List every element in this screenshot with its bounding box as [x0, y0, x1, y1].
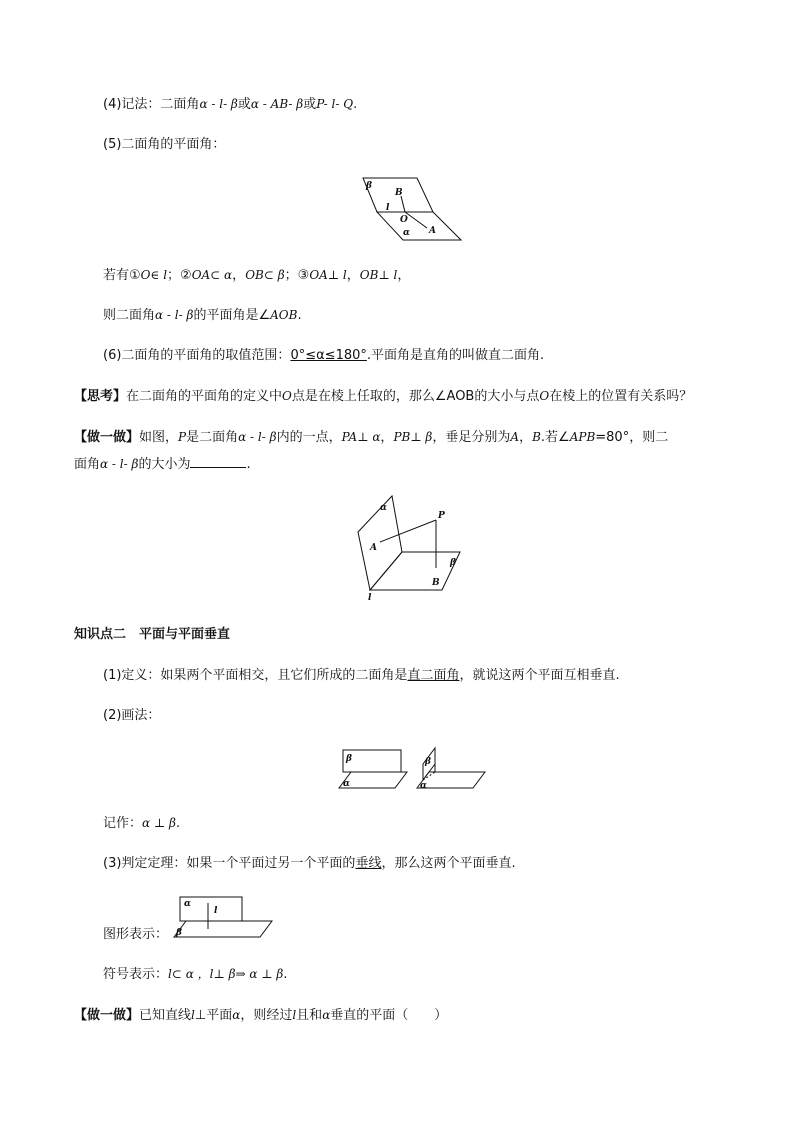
- alpha-label: α: [184, 899, 191, 909]
- conditions-line: 若有①O∈ l；②OA⊂ α，OB⊂ β；③OA⊥ l，OB⊥ l，: [103, 268, 411, 283]
- definition-line: (1)定义：如果两个平面相交，且它们所成的二面角是直二面角，就说这两个平面互相垂直.: [103, 668, 620, 683]
- drawing-line: (2)画法：: [103, 708, 161, 723]
- alpha-label: α: [403, 228, 410, 238]
- item5-line: (5)二面角的平面角：: [103, 137, 226, 152]
- exercise2-line: 【做一做】已知直线l⊥平面α，则经过l且和α垂直的平面（ ）: [74, 1008, 448, 1023]
- alpha-label: α: [420, 781, 427, 791]
- point-a-label: A: [370, 543, 377, 553]
- item-number: (4): [103, 97, 122, 112]
- point-b-label: B: [432, 578, 440, 588]
- point-a-label: A: [429, 226, 436, 236]
- line-l-label: l: [214, 906, 218, 916]
- notation-line: 记作：α ⊥ β.: [103, 816, 181, 831]
- point-b-label: B: [395, 188, 403, 198]
- dihedral-angle-figure: [355, 172, 467, 244]
- beta-label: β: [176, 928, 182, 938]
- alpha-label: α: [380, 503, 387, 513]
- think-question: 【思考】在二面角的平面角的定义中O点是在棱上任取的，那么∠AOB的大小与点O在棱上的位置有关系吗？: [74, 389, 693, 404]
- alpha-label: α: [343, 779, 350, 789]
- exercise-tag: 【做一做】: [74, 1008, 140, 1023]
- line-l-label: l: [368, 593, 372, 600]
- section-title: 知识点二 平面与平面垂直: [74, 627, 231, 642]
- symbol-line: 符号表示：l⊂ α ，l⊥ β⇒ α ⊥ β.: [103, 967, 288, 982]
- plane-angle-line: 则二面角α - l- β的平面角是∠AOB.: [103, 308, 302, 323]
- perpendicular-planes-drawing: [335, 744, 490, 792]
- beta-label: β: [366, 181, 372, 191]
- theorem-figure: [172, 893, 280, 941]
- exercise-tag: 【做一做】: [74, 430, 140, 445]
- think-tag: 【思考】: [74, 389, 127, 404]
- point-p-label: P: [438, 511, 445, 521]
- angle-range: 0°≤α≤180°: [290, 348, 367, 363]
- answer-blank[interactable]: [190, 455, 246, 468]
- item6-line: (6)二面角的平面角的取值范围：0°≤α≤180°.平面角是直角的叫做直二面角.: [103, 348, 545, 363]
- theorem-line: (3)判定定理：如果一个平面过另一个平面的垂线，那么这两个平面垂直.: [103, 856, 516, 871]
- exercise1-line2: 面角α - l- β的大小为 .: [74, 457, 251, 472]
- point-o-label: O: [400, 215, 408, 225]
- point-in-dihedral-figure: [350, 490, 470, 600]
- beta-label: β: [450, 558, 456, 568]
- exercise1-line1: 【做一做】如图，P是二面角α - l- β内的一点，PA⊥ α，PB⊥ β，垂足分别为A，B.若∠APB=80°，则二: [74, 430, 669, 445]
- figure-label: 图形表示：: [103, 927, 169, 942]
- item4-line: (4)记法：二面角α - l- β或α - AB- β或P- l- Q.: [103, 97, 358, 112]
- beta-label: β: [425, 757, 431, 767]
- line-l-label: l: [386, 203, 390, 213]
- beta-label: β: [346, 754, 352, 764]
